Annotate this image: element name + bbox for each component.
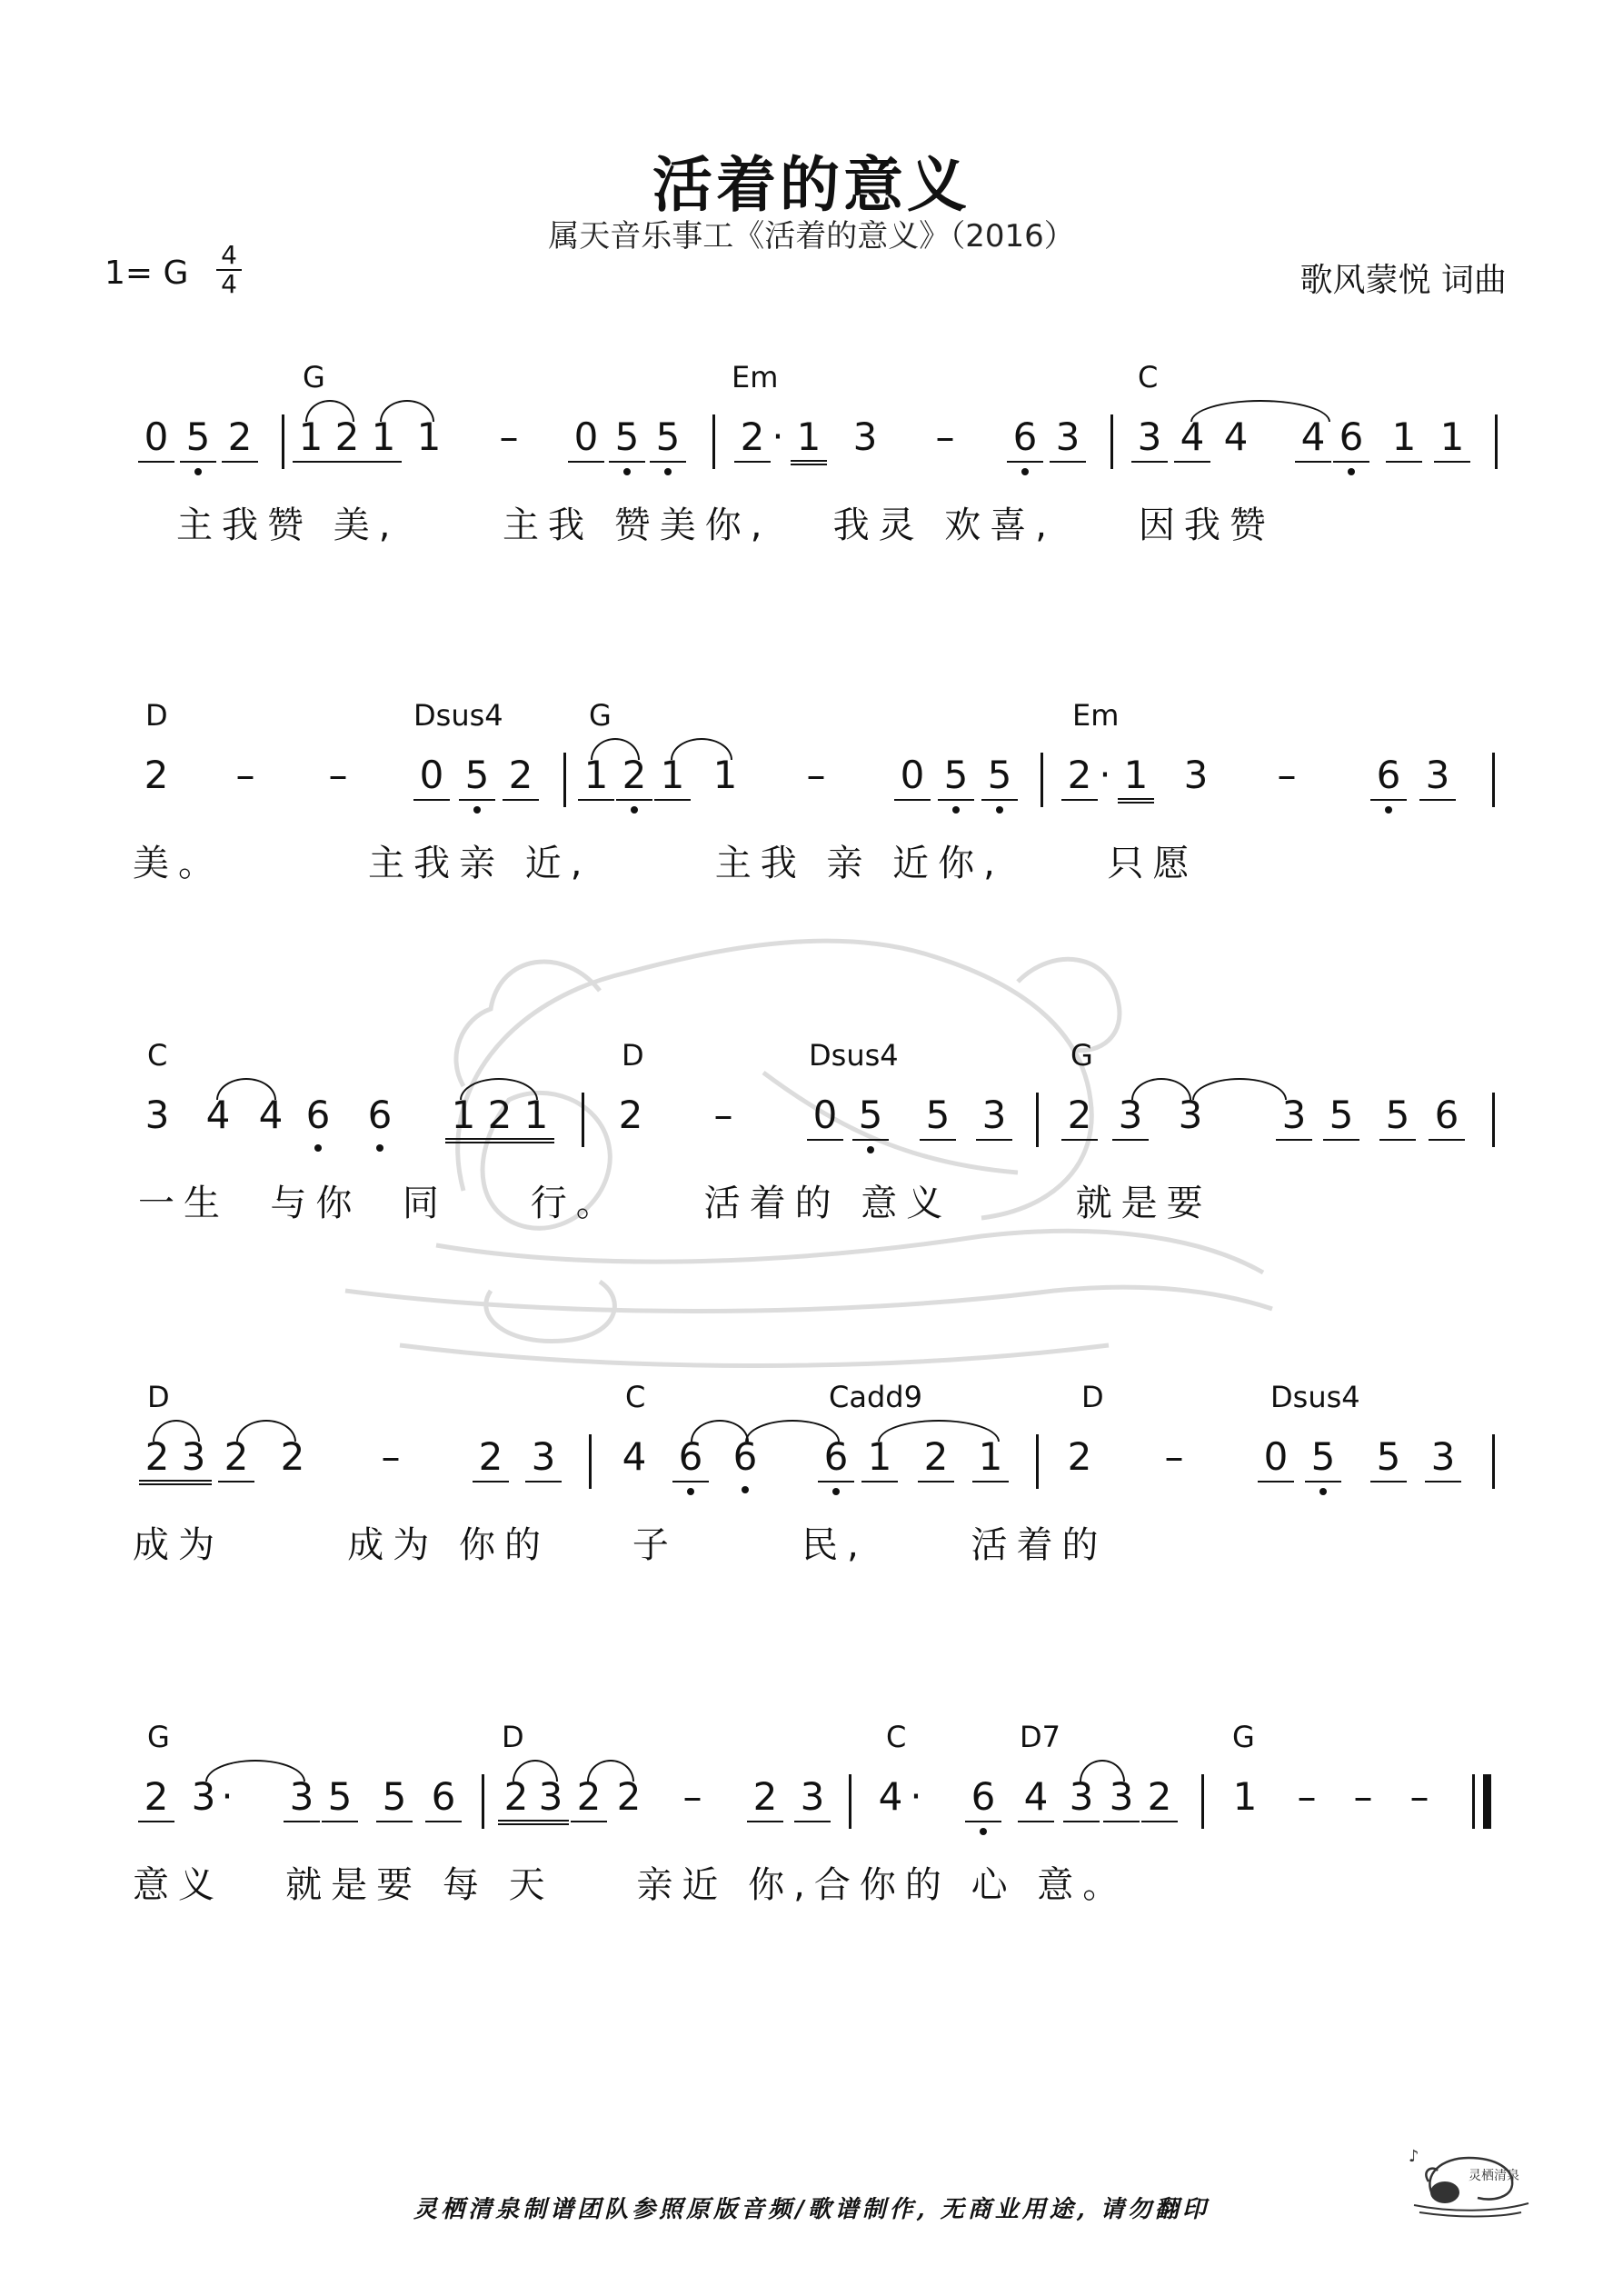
copyright-footer: 灵栖清泉制谱团队参照原版音频/歌谱制作, 无商业用途, 请勿翻印 [413, 2196, 1210, 2223]
note: 2 [482, 1093, 518, 1143]
barline [1041, 753, 1043, 807]
lyrics-line: 主我赞 美, 主我 赞美你, 我灵 欢喜, 因我赞 [176, 504, 1275, 546]
chord-label: G [147, 1720, 170, 1754]
note: 2 [139, 1434, 175, 1485]
note: 1 [365, 414, 402, 463]
note: 6 [818, 1434, 854, 1482]
note: 5 [1379, 1093, 1416, 1141]
note: 2 [734, 414, 771, 463]
tie [305, 400, 354, 422]
note: 1 [861, 1434, 898, 1482]
tie [878, 1420, 1000, 1442]
note: 3 [1131, 414, 1168, 463]
barline [1495, 414, 1498, 469]
barline [1036, 1093, 1039, 1147]
note: 1 [1434, 414, 1470, 463]
note: 1 [1232, 1774, 1258, 1819]
lyrics-line: 成为 成为 你的 子 民, 活着的 [133, 1524, 1108, 1566]
note: 1 [1118, 753, 1154, 804]
note: 3 [284, 1774, 320, 1822]
chord-label: C [147, 1038, 168, 1073]
note: 2 [918, 1434, 954, 1482]
dash: – [713, 1093, 733, 1137]
note: 0 [568, 414, 604, 463]
composer-credit: 歌风蒙悦 词曲 [1299, 262, 1507, 299]
note: 2 [218, 1434, 254, 1482]
note: 4 [622, 1434, 647, 1479]
augmentation-dot: · [221, 1776, 234, 1818]
tie [380, 400, 434, 422]
note: 4 [878, 1774, 903, 1819]
note: 2 [329, 414, 365, 463]
barline [1492, 1434, 1495, 1489]
note: 0 [138, 414, 174, 463]
chord-label: Em [732, 360, 779, 394]
augmentation-dot: · [910, 1776, 922, 1818]
tie [513, 1760, 558, 1782]
note: 1 [1386, 414, 1422, 463]
tie [153, 1420, 200, 1442]
barline [582, 1093, 584, 1147]
sheep-logo [1405, 2138, 1532, 2220]
note: 5 [1305, 1434, 1341, 1482]
note: 6 [672, 1434, 709, 1482]
chord-label: C [886, 1720, 907, 1754]
note: 3 [1103, 1774, 1140, 1822]
note: 3 [1419, 753, 1456, 801]
note: 6 [1370, 753, 1407, 801]
note: 3 [175, 1434, 212, 1485]
tie [1192, 1078, 1287, 1100]
note: 5 [650, 414, 686, 463]
dash: – [935, 414, 955, 459]
music-system-1 [0, 360, 1623, 569]
note: 2 [571, 1774, 607, 1822]
note: 3 [1425, 1434, 1461, 1482]
dash: – [806, 753, 826, 797]
time-signature: 4 4 [214, 242, 244, 298]
chord-label: D7 [1020, 1720, 1060, 1754]
note: 6 [965, 1774, 1001, 1822]
note: 2 [1061, 753, 1098, 801]
note: 1 [654, 753, 691, 801]
final-barline [1483, 1774, 1491, 1829]
barline [563, 753, 566, 807]
tie [236, 1420, 296, 1442]
dash: – [381, 1434, 401, 1479]
note: 1 [518, 1093, 554, 1143]
tie [216, 1078, 276, 1100]
svg-text:♪: ♪ [1409, 2147, 1419, 2166]
dash: – [1164, 1434, 1184, 1479]
note: 1 [578, 753, 614, 801]
tie [1131, 1078, 1191, 1100]
note: 2 [144, 753, 169, 797]
note: 4 [1223, 414, 1249, 459]
tie [691, 1420, 749, 1442]
song-title: 活着的意义 [652, 150, 971, 220]
tie [1080, 1760, 1125, 1782]
barline [1201, 1774, 1204, 1829]
lyrics-line: 美。 主我亲 近, 主我 亲 近你, 只愿 [133, 843, 1199, 884]
note: 6 [300, 1093, 336, 1137]
note: 5 [852, 1093, 889, 1141]
note: 3 [1276, 1093, 1312, 1141]
chord-label: Cadd9 [829, 1380, 922, 1414]
note: 5 [376, 1774, 413, 1822]
barline [282, 414, 284, 469]
note: 5 [609, 414, 645, 463]
note: 6 [1007, 414, 1043, 463]
note: 2 [1067, 1434, 1092, 1479]
note: 5 [920, 1093, 956, 1141]
barline [1492, 1093, 1495, 1147]
note: 4 [1174, 414, 1210, 463]
note: 1 [293, 414, 329, 463]
note: 4 [1295, 414, 1331, 463]
note: 2 [616, 753, 652, 801]
chord-label: D [147, 1380, 170, 1414]
note: 3 [976, 1093, 1012, 1141]
note: 5 [180, 414, 216, 463]
note: 3 [1063, 1774, 1100, 1822]
chord-label: D [1081, 1380, 1104, 1414]
note: 3 [1178, 1093, 1203, 1137]
barline [1492, 753, 1495, 807]
music-system-5 [0, 1720, 1623, 1929]
chord-label: Dsus4 [1270, 1380, 1360, 1414]
chord-label: D [502, 1720, 524, 1754]
note: 5 [1323, 1093, 1359, 1141]
note: 2 [618, 1093, 643, 1137]
note: 2 [280, 1434, 305, 1479]
note: 6 [1429, 1093, 1465, 1141]
note: 4 [258, 1093, 284, 1137]
chord-label: Dsus4 [413, 698, 503, 733]
dash: – [328, 753, 348, 797]
dash: – [682, 1774, 702, 1819]
note: 3 [533, 1774, 569, 1825]
chord-label: Dsus4 [809, 1038, 899, 1073]
note: 3 [191, 1774, 216, 1819]
barline [712, 414, 715, 469]
note: 1 [972, 1434, 1009, 1482]
note: 0 [413, 753, 450, 801]
lyrics-line: 意义 就是要 每 天 亲近 你,合你的 心 意。 [133, 1864, 1129, 1906]
note: 3 [525, 1434, 562, 1482]
note: 2 [138, 1774, 174, 1822]
music-system-2 [0, 698, 1623, 907]
note: 3 [1112, 1093, 1149, 1141]
dash: – [1277, 753, 1297, 797]
note: 5 [938, 753, 974, 801]
note: 6 [362, 1093, 398, 1137]
note: 2 [1141, 1774, 1178, 1822]
note: 2 [747, 1774, 783, 1822]
note: 2 [498, 1774, 534, 1825]
note: 5 [981, 753, 1018, 801]
music-system-4 [0, 1380, 1623, 1589]
note: 2 [503, 753, 539, 801]
dash: – [235, 753, 255, 797]
key-signature: 1= G [105, 255, 189, 292]
barline [849, 1774, 851, 1829]
note: 3 [1183, 753, 1209, 797]
note: 6 [727, 1434, 763, 1479]
note: 5 [1370, 1434, 1407, 1482]
tie [591, 738, 640, 760]
tie [671, 738, 732, 760]
note: 1 [416, 414, 442, 459]
barline [1472, 1774, 1475, 1829]
note: 2 [222, 414, 258, 463]
augmentation-dot: · [772, 416, 784, 458]
note: 1 [445, 1093, 482, 1143]
note: 1 [791, 414, 827, 465]
tie [587, 1760, 634, 1782]
note: 5 [322, 1774, 358, 1822]
chord-label: D [622, 1038, 644, 1073]
note: 6 [1333, 414, 1369, 463]
chord-label: Em [1072, 698, 1120, 733]
barline [1110, 414, 1113, 469]
chord-label: C [625, 1380, 646, 1414]
dash: – [1409, 1774, 1429, 1819]
note: 0 [807, 1093, 843, 1141]
note: 3 [144, 1093, 170, 1137]
barline [589, 1434, 592, 1489]
note: 2 [473, 1434, 509, 1482]
note: 0 [1258, 1434, 1294, 1482]
augmentation-dot: · [1099, 754, 1111, 796]
logo-text: 灵栖清泉 [1469, 2169, 1519, 2183]
note: 0 [894, 753, 931, 801]
music-system-3 [0, 1038, 1623, 1247]
chord-label: D [145, 698, 168, 733]
note: 5 [459, 753, 495, 801]
dash: – [1297, 1774, 1317, 1819]
note: 6 [425, 1774, 462, 1822]
chord-label: G [303, 360, 325, 394]
chord-label: C [1138, 360, 1159, 394]
note: 1 [712, 753, 738, 797]
note: 4 [205, 1093, 231, 1137]
note: 3 [1050, 414, 1086, 463]
note: 3 [852, 414, 878, 459]
note: 2 [1061, 1093, 1098, 1141]
note: 3 [794, 1774, 831, 1822]
note: 2 [616, 1774, 642, 1819]
chord-label: G [1070, 1038, 1093, 1073]
barline [1036, 1434, 1039, 1489]
tie [460, 1078, 538, 1100]
note: 4 [1018, 1774, 1054, 1822]
chord-label: G [1232, 1720, 1255, 1754]
barline [482, 1774, 484, 1829]
dash: – [499, 414, 519, 459]
dash: – [1353, 1774, 1373, 1819]
chord-label: G [589, 698, 612, 733]
lyrics-line: 一生 与你 同 行。 活着的 意义 就是要 [138, 1183, 1212, 1224]
album-subtitle: 属天音乐事工《活着的意义》（2016） [548, 218, 1075, 255]
